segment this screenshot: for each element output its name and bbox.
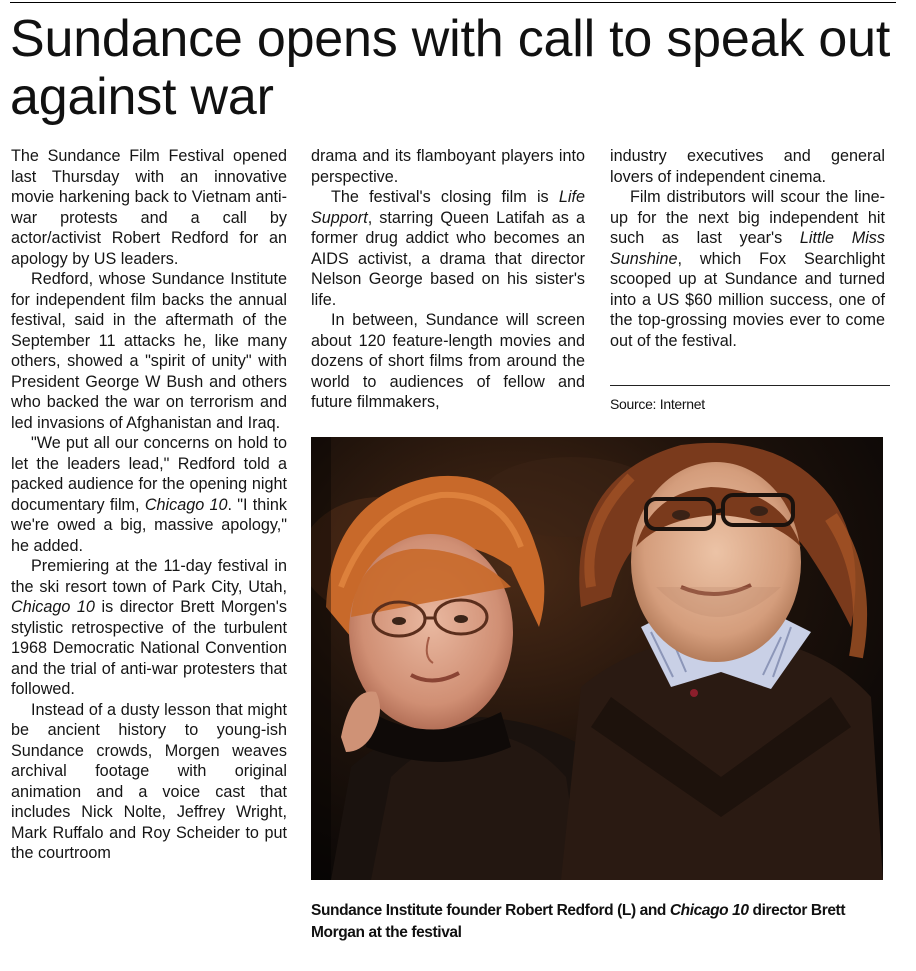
paragraph-6: drama and its flamboyant players into perspective. [311, 147, 585, 186]
article-column-1 [11, 146, 287, 864]
paragraph-9: industry executives and general lovers of independent cinema. [610, 147, 885, 186]
film-title-chicago-10: Chicago 10 [11, 598, 95, 616]
paragraph-3 [11, 433, 287, 556]
source-divider [610, 385, 890, 386]
article-photo [311, 437, 883, 880]
paragraph-1: The Sundance Film Festival opened last Thursday with an innovative movie harkening back to Vietnam anti-war protests and a call by actor/activist Robert Redford for an apology by US leaders. [11, 147, 287, 268]
paragraph-5: Instead of a dusty lesson that might be ancient history to young-ish Sundance crowds, Morgen weaves archival footage with original animation and a voice cast that includes Nick Nolte, Jeffrey Wright, Mark Ruffalo and Roy Scheider to put the courtroom [11, 700, 287, 862]
paragraph-10-text-b: , which Fox Searchlight scooped up at Sundance and turned into a US $60 million success, one of the top-grossing movies ever to come out of the festival. [610, 249, 885, 350]
paragraph-4-text-b: is director Brett Morgen's stylistic retrospective of the turbulent 1968 Democratic National Convention and the trial of anti-war protesters that followed. [11, 598, 287, 698]
source-credit: Source: Internet [610, 396, 705, 412]
film-title-life-support: Life Support [311, 188, 585, 227]
article-column-2 [311, 146, 585, 413]
photo-illustration [311, 437, 883, 880]
photo-caption [311, 900, 891, 944]
paragraph-10 [610, 187, 885, 351]
caption-film-title: Chicago 10 [669, 902, 749, 919]
paragraph-4 [11, 556, 287, 700]
top-rule [10, 2, 896, 3]
paragraph-2: Redford, whose Sundance Institute for independent film backs the annual festival, said in the aftermath of the September 11 attacks he, like many others, showed a "spirit of unity" with President George W Bush and others who backed the war on terrorism and led invasions of Afghanistan and Iraq. [11, 270, 287, 432]
paragraph-7-text-a: The festival's closing film is [331, 188, 559, 206]
caption-text-a: Sundance Institute founder Robert Redford (L) and [311, 902, 670, 919]
paragraph-8: In between, Sundance will screen about 120 feature-length movies and dozens of short films from around the world to audiences of fellow and future filmmakers, [311, 311, 585, 411]
article-column-3 [610, 146, 885, 351]
paragraph-7 [311, 187, 585, 310]
paragraph-4-text-a: Premiering at the 11-day festival in the ski resort town of Park City, Utah, [11, 557, 287, 596]
paragraph-3-text-b: . "I think we're owed a big, massive apology," he added. [11, 495, 287, 555]
paragraph-7-text-b: , starring Queen Latifah as a former drug addict who becomes an AIDS activist, a drama that director Nelson George based on his sister's life. [311, 208, 585, 309]
paragraph-10-text-a: Film distributors will scour the line-up for the next big independent hit such as last year's [610, 188, 885, 247]
caption-text-b: director Brett Morgan at the festival [311, 902, 846, 941]
paragraph-3-text-a: "We put all our concerns on hold to let the leaders lead," Redford told a packed audience for the opening night documentary film, [11, 434, 287, 514]
film-title-little-miss-sunshine: Little Miss Sunshine [610, 229, 885, 268]
headline: Sundance opens with call to speak out against war [10, 10, 891, 126]
film-title-chicago-10: Chicago 10 [144, 495, 228, 514]
